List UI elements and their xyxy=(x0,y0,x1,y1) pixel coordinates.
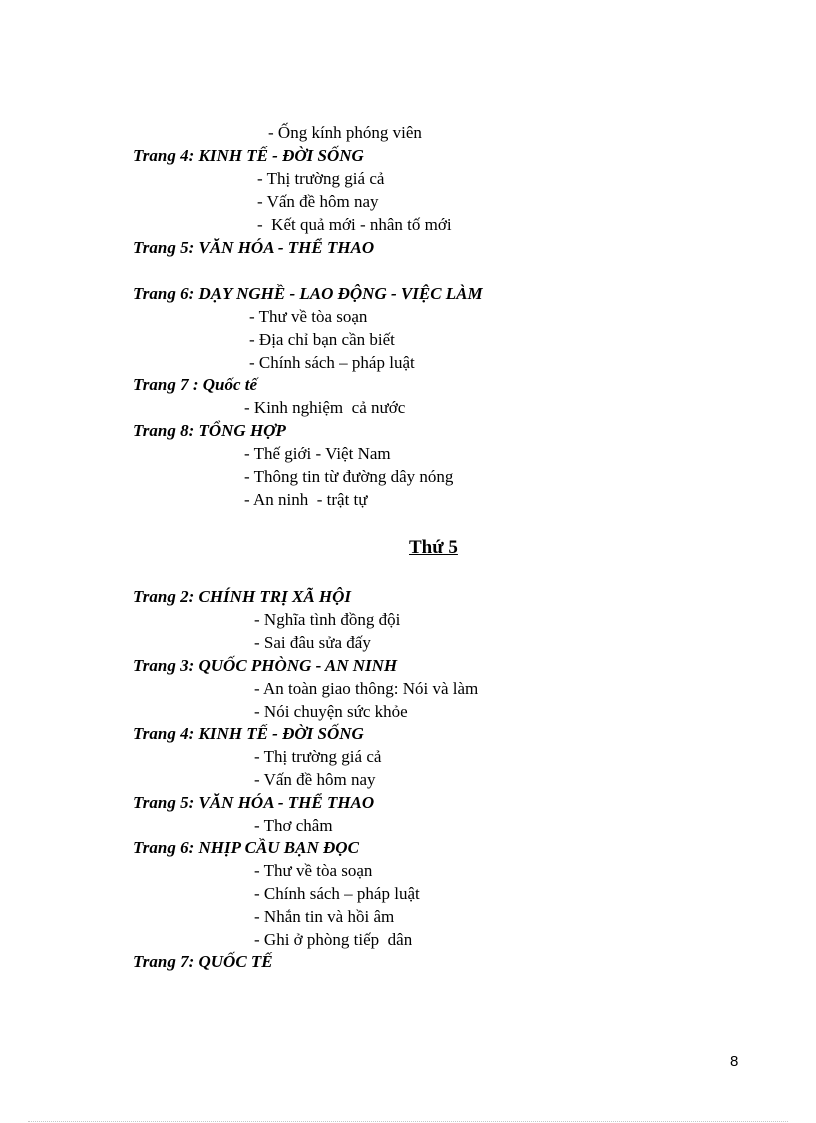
list-item: - Thị trường giá cả xyxy=(257,169,385,188)
list-item: - Thư về tòa soạn xyxy=(249,307,368,326)
list-item: - Sai đâu sửa đấy xyxy=(254,633,371,652)
page-heading: Trang 6: NHỊP CẦU BẠN ĐỌC xyxy=(133,838,359,857)
list-item: - Thơ châm xyxy=(254,816,333,835)
list-item: - Nhắn tin và hồi âm xyxy=(254,907,395,926)
page-heading: Trang 2: CHÍNH TRỊ XÃ HỘI xyxy=(133,587,352,606)
list-item: - Chính sách – pháp luật xyxy=(254,884,420,903)
page-heading: Trang 7 : Quốc tế xyxy=(133,375,258,394)
list-item: - Nói chuyện sức khỏe xyxy=(254,702,408,721)
list-item: - Vấn đề hôm nay xyxy=(254,770,376,789)
footer-rule xyxy=(28,1121,788,1122)
page-heading: Trang 8: TỔNG HỢP xyxy=(133,421,286,440)
list-item: - Kết quả mới - nhân tố mới xyxy=(257,215,452,234)
list-item: - Thư về tòa soạn xyxy=(254,861,373,880)
list-item: - Ống kính phóng viên xyxy=(268,123,422,142)
list-item: - Chính sách – pháp luật xyxy=(249,353,415,372)
list-item: - Nghĩa tình đồng đội xyxy=(254,610,401,629)
page-heading: Trang 6: DẠY NGHỀ - LAO ĐỘNG - VIỆC LÀM xyxy=(133,284,483,303)
list-item: - Vấn đề hôm nay xyxy=(257,192,379,211)
list-item: - An ninh - trật tự xyxy=(244,490,368,509)
list-item: - Thông tin từ đường dây nóng xyxy=(244,467,454,486)
page-heading: Trang 4: KINH TẾ - ĐỜI SỐNG xyxy=(133,724,364,743)
page-heading: Trang 4: KINH TẾ - ĐỜI SỐNG xyxy=(133,146,364,165)
section-title: Thứ 5 xyxy=(409,537,458,558)
list-item: - Ghi ở phòng tiếp dân xyxy=(254,930,413,949)
list-item: - Kinh nghiệm cả nước xyxy=(244,398,406,417)
list-item: - Thế giới - Việt Nam xyxy=(244,444,391,463)
list-item: - An toàn giao thông: Nói và làm xyxy=(254,679,479,698)
list-item: - Thị trường giá cả xyxy=(254,747,382,766)
list-item: - Địa chỉ bạn cần biết xyxy=(249,330,395,349)
page-heading: Trang 5: VĂN HÓA - THỂ THAO xyxy=(133,238,375,257)
page-heading: Trang 5: VĂN HÓA - THỂ THAO xyxy=(133,793,375,812)
page-heading: Trang 3: QUỐC PHÒNG - AN NINH xyxy=(133,656,398,675)
page-number: 8 xyxy=(730,1053,739,1070)
page-heading: Trang 7: QUỐC TẾ xyxy=(133,952,273,971)
